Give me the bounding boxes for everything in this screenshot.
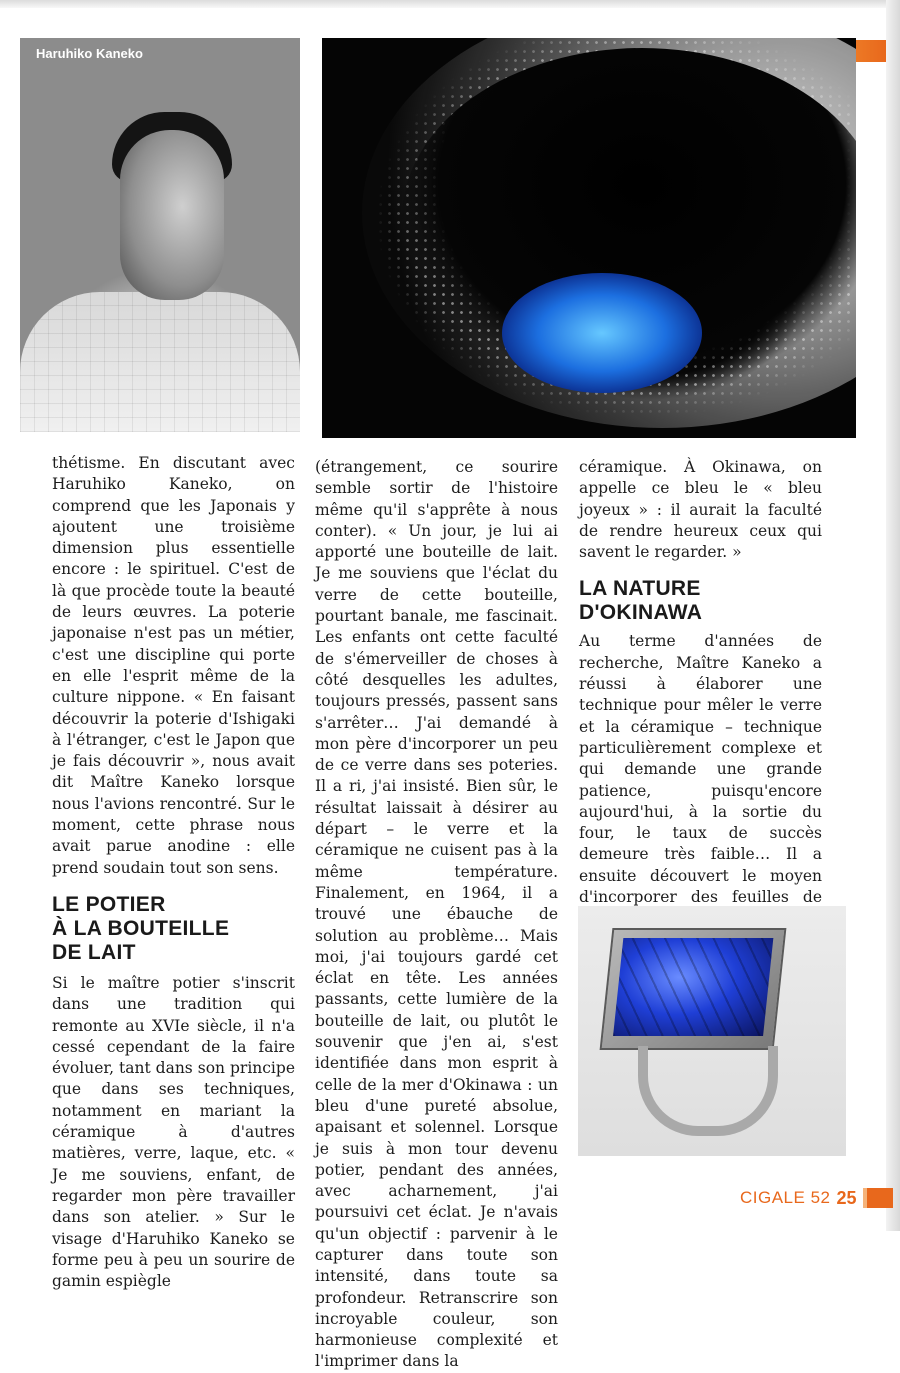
magazine-name: CIGALE 52	[740, 1188, 831, 1207]
bowl-photo	[322, 38, 856, 438]
page-edge	[886, 0, 900, 1231]
paragraph: Au terme d'années de recherche, Maître Kaneko a réussi à élaborer une technique pour mêler le verre et la céramique – technique particulièrement complexe et qui demande une grande patience, puisqu'encore aujourd'hui, à la sortie du four, le taux de succès demeure très faible… Il a ensuite découvert le moyen d'incorporer des feuilles de	[579, 632, 822, 907]
portrait-face	[120, 130, 224, 300]
portrait-shirt	[20, 292, 300, 432]
page-edge-top	[0, 0, 900, 8]
portrait-caption: Haruhiko Kaneko	[36, 46, 143, 61]
page-number: 25	[836, 1187, 857, 1208]
paragraph: céramique. À Okinawa, on appelle ce bleu le « bleu joyeux » : il aurait la faculté de rendre heureux ceux qui savent le regarder. »	[579, 458, 822, 562]
article-column-2	[315, 457, 558, 1373]
bowl-blue-glass	[502, 273, 702, 393]
paragraph: (étrangement, ce sourire semble sortir de l'histoire même qu'il s'apprête à nous conter). « Un jour, je lui ai apporté une bouteille de lait. Je me souviens que l'éclat du verre de cette bouteille, pourtant banale, me fascinait. Les enfants ont cette faculté de s'émerveiller de choses à côté desquelles les adultes, toujours pressés, passent sans s'arrêter… J'ai demandé à mon père d'incorporer un peu de ce verre dans ses poteries. Il a ri, j'ai insisté. Bien sûr, le résultat laissait à désirer au départ – le verre et la céramique ne cuisent pas à la même température. Finalement, en 1964, il a trouvé une ébauche de solution au problème… Mais moi, j'ai toujours gardé cet éclat en tête. Les années passants, cette lumière de la bouteille de lait, ou plutôt le souvenir que j'en ai, s'est identifiée dans mon esprit à celle de la mer d'Okinawa : un bleu d'une pureté absolue, apaisant et solennel. Lorsque je suis à mon tour devenu potier, pendant des années, avec acharnement, j'ai poursuivi cet éclat. Je n'avais qu'un objectif : parvenir à le capturer dans toute son intensité, dans toute sa profondeur. Retranscrire son incroyable couleur, son harmonieuse complexité et l'imprimer dans la	[315, 458, 558, 1371]
ring-band	[638, 1046, 778, 1136]
paragraph: thétisme. En discutant avec Haruhiko Kaneko, on comprend que les Japonais y ajoutent une troisième dimension plus essentielle encore : le spirituel. C'est de là que procède toute la beauté de leurs œuvres. La poterie japonaise n'est pas un métier, c'est une discipline qui porte en elle l'esprit même de la culture nippone. « En faisant découvrir la poterie d'Ishigaki à l'étranger, c'est le Japon que je fais découvrir », nous avait dit Maître Kaneko lorsque nous l'avions rencontré. Sur le moment, cette phrase nous avait parue anodine : elle prend soudain tout son sens.	[52, 454, 295, 877]
page-footer	[740, 1186, 893, 1210]
paragraph: Si le maître potier s'inscrit dans une tradition qui remonte au XVIe siècle, il n'a cessé cependant de la faire évoluer, tant dans son principe que dans ses techniques, notamment en mariant la céramique à d'autres matières, verre, laque, etc. « Je me souviens, enfant, de regarder mon père travailler dans son atelier. » Sur le visage d'Haruhiko Kaneko se forme peu à peu un sourire de gamin espiègle	[52, 973, 295, 1291]
article-column-1	[52, 453, 295, 1292]
portrait-photo	[20, 38, 300, 432]
subheading-potier: LE POTIER À LA BOUTEILLE DE LAIT	[52, 892, 230, 964]
footer-accent-bar	[863, 1188, 893, 1208]
ring-blue-top	[600, 928, 787, 1050]
ring-photo	[578, 906, 846, 1156]
subheading-nature: LA NATURE D'OKINAWA	[579, 577, 703, 625]
